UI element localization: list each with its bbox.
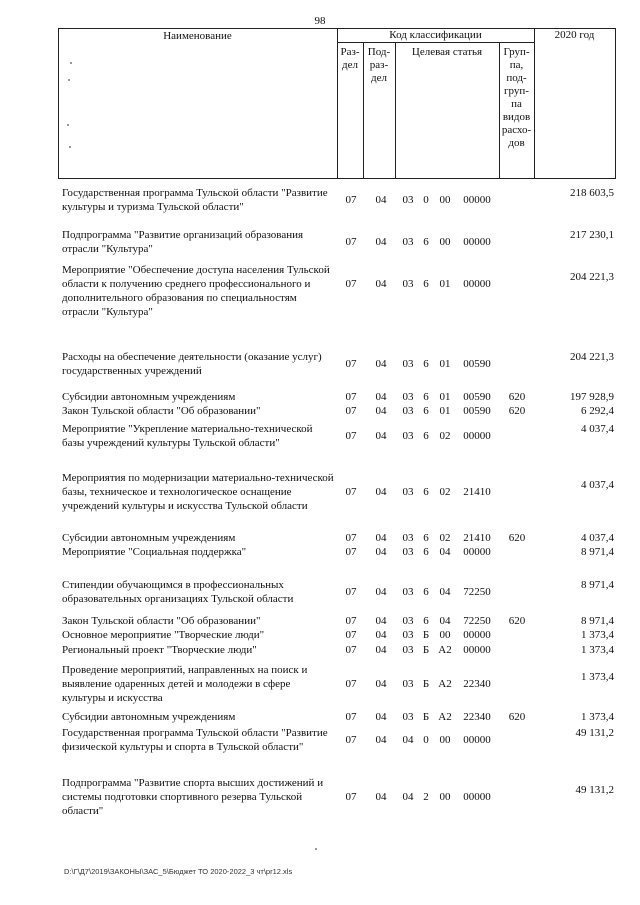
- scan-speck: [68, 79, 70, 81]
- row-target-subprogram: 6: [423, 236, 429, 248]
- row-subsection: 04: [375, 734, 387, 746]
- row-section: 07: [345, 358, 357, 370]
- row-amount: 218 603,5: [570, 187, 614, 199]
- row-expense-group: 620: [508, 615, 526, 627]
- row-target-program: 03: [402, 194, 414, 206]
- row-section: 07: [345, 546, 357, 558]
- row-target-subprogram: 6: [423, 405, 429, 417]
- row-section: 07: [345, 278, 357, 290]
- row-target-direction: 00000: [463, 278, 491, 290]
- row-target-direction: 00000: [463, 734, 491, 746]
- row-name: Основное мероприятие "Творческие люди": [62, 629, 265, 641]
- row-section: 07: [345, 615, 357, 627]
- row-section: 07: [345, 405, 357, 417]
- row-amount: 1 373,4: [581, 644, 614, 656]
- row-target-program: 03: [402, 678, 414, 690]
- row-target-subprogram: Б: [422, 678, 430, 690]
- row-name: Региональный проект "Творческие люди": [62, 644, 257, 656]
- row-target-event: 02: [439, 430, 451, 442]
- row-amount: 197 928,9: [570, 391, 614, 403]
- header-year: 2020 год: [554, 29, 595, 41]
- row-target-event: 00: [439, 194, 451, 206]
- row-section: 07: [345, 734, 357, 746]
- row-amount: 204 221,3: [570, 351, 614, 363]
- row-target-subprogram: 0: [423, 734, 429, 746]
- scan-speck: [69, 146, 71, 148]
- row-target-event: 01: [439, 405, 451, 417]
- row-target-program: 03: [402, 278, 414, 290]
- scan-speck: [67, 124, 69, 126]
- row-target-event: 00: [439, 734, 451, 746]
- row-amount: 8 971,4: [581, 546, 614, 558]
- header-group: Груп- па, под- груп- па видов расхо- дов: [501, 46, 532, 149]
- row-subsection: 04: [375, 791, 387, 803]
- row-name: Подпрограмма "Развитие спорта высших достижений и системы подготовки спортивного резерва Тульской области": [62, 777, 324, 817]
- row-amount: 1 373,4: [581, 711, 614, 723]
- row-target-event: А2: [438, 678, 452, 690]
- row-amount: 49 131,2: [575, 727, 614, 739]
- row-subsection: 04: [375, 358, 387, 370]
- row-expense-group: 620: [508, 711, 526, 723]
- header-target-article: Целевая статья: [411, 46, 483, 58]
- row-target-program: 03: [402, 546, 414, 558]
- row-name: Мероприятие "Обеспечение доступа населения Тульской области к получению среднего профессионального и дополнительного образования по специальностям отрасли "Культура": [62, 264, 330, 318]
- row-target-subprogram: 6: [423, 546, 429, 558]
- header-subsection: Под- раз- дел: [367, 46, 391, 84]
- row-name: Проведение мероприятий, направленных на поиск и выявление одаренных детей и молодежи в сфере культуры и искусства: [62, 664, 308, 704]
- row-name: Расходы на обеспечение деятельности (оказание услуг) государственных учреждений: [62, 351, 322, 377]
- row-amount: 4 037,4: [581, 479, 614, 491]
- row-subsection: 04: [375, 391, 387, 403]
- row-subsection: 04: [375, 278, 387, 290]
- row-target-subprogram: 6: [423, 532, 429, 544]
- row-subsection: 04: [375, 615, 387, 627]
- row-amount: 8 971,4: [581, 615, 614, 627]
- row-target-subprogram: 6: [423, 278, 429, 290]
- row-section: 07: [345, 629, 357, 641]
- header-name: Наименование: [163, 30, 232, 42]
- row-subsection: 04: [375, 236, 387, 248]
- row-target-direction: 00590: [463, 391, 491, 403]
- row-target-program: 03: [402, 236, 414, 248]
- row-amount: 1 373,4: [581, 629, 614, 641]
- row-amount: 204 221,3: [570, 271, 614, 283]
- row-target-event: 04: [439, 586, 451, 598]
- row-section: 07: [345, 644, 357, 656]
- row-target-direction: 00000: [463, 791, 491, 803]
- row-section: 07: [345, 791, 357, 803]
- row-target-direction: 00000: [463, 236, 491, 248]
- row-target-event: 01: [439, 278, 451, 290]
- row-section: 07: [345, 236, 357, 248]
- row-subsection: 04: [375, 711, 387, 723]
- row-target-program: 03: [402, 615, 414, 627]
- row-amount: 8 971,4: [581, 579, 614, 591]
- row-target-direction: 22340: [463, 711, 491, 723]
- header-section: Раз- дел: [340, 46, 360, 71]
- row-target-subprogram: 2: [423, 791, 429, 803]
- row-target-subprogram: 6: [423, 586, 429, 598]
- row-target-program: 03: [402, 644, 414, 656]
- row-section: 07: [345, 486, 357, 498]
- row-target-subprogram: 6: [423, 358, 429, 370]
- row-subsection: 04: [375, 678, 387, 690]
- row-target-event: 00: [439, 236, 451, 248]
- row-target-program: 03: [402, 586, 414, 598]
- row-subsection: 04: [375, 532, 387, 544]
- row-target-direction: 21410: [463, 532, 491, 544]
- row-target-subprogram: Б: [422, 629, 430, 641]
- row-name: Государственная программа Тульской области "Развитие культуры и туризма Тульской области": [62, 187, 328, 213]
- row-name: Мероприятие "Укрепление материально-технической базы учреждений культуры Тульской области": [62, 423, 313, 449]
- row-subsection: 04: [375, 629, 387, 641]
- row-subsection: 04: [375, 586, 387, 598]
- row-target-direction: 22340: [463, 678, 491, 690]
- row-name: Стипендии обучающимся в профессиональных образовательных организациях Тульской области: [62, 579, 294, 605]
- row-target-direction: 00590: [463, 358, 491, 370]
- row-amount: 4 037,4: [581, 532, 614, 544]
- row-name: Государственная программа Тульской области "Развитие физической культуры и спорта в Тульской области": [62, 727, 328, 753]
- row-target-program: 03: [402, 629, 414, 641]
- row-target-event: 02: [439, 532, 451, 544]
- row-section: 07: [345, 678, 357, 690]
- row-name: Закон Тульской области "Об образовании": [62, 615, 261, 627]
- row-target-event: 01: [439, 391, 451, 403]
- row-target-subprogram: 6: [423, 430, 429, 442]
- row-target-direction: 21410: [463, 486, 491, 498]
- row-target-program: 03: [402, 532, 414, 544]
- row-target-event: 01: [439, 358, 451, 370]
- row-target-event: 00: [439, 791, 451, 803]
- row-target-event: А2: [438, 644, 452, 656]
- row-subsection: 04: [375, 486, 387, 498]
- row-target-direction: 00000: [463, 194, 491, 206]
- scan-speck: [315, 848, 317, 850]
- row-amount: 6 292,4: [581, 405, 614, 417]
- row-target-subprogram: 0: [423, 194, 429, 206]
- row-section: 07: [345, 586, 357, 598]
- row-expense-group: 620: [508, 532, 526, 544]
- row-target-direction: 00590: [463, 405, 491, 417]
- row-subsection: 04: [375, 405, 387, 417]
- row-target-direction: 00000: [463, 644, 491, 656]
- row-section: 07: [345, 532, 357, 544]
- row-section: 07: [345, 391, 357, 403]
- row-target-event: 02: [439, 486, 451, 498]
- row-target-program: 03: [402, 486, 414, 498]
- row-target-subprogram: 6: [423, 615, 429, 627]
- row-amount: 1 373,4: [581, 671, 614, 683]
- row-expense-group: 620: [508, 405, 526, 417]
- row-name: Субсидии автономным учреждениям: [62, 532, 236, 544]
- row-name: Мероприятие "Социальная поддержка": [62, 546, 247, 558]
- row-subsection: 04: [375, 430, 387, 442]
- row-amount: 49 131,2: [575, 784, 614, 796]
- row-section: 07: [345, 194, 357, 206]
- row-target-program: 03: [402, 711, 414, 723]
- row-target-direction: 00000: [463, 430, 491, 442]
- row-section: 07: [345, 711, 357, 723]
- footer-path: D:\Г\Д7\2019\ЗАКОНЫ\ЗАС_5\Бюджет ТО 2020-2022_3 чт\pr12.xls: [64, 867, 293, 876]
- row-target-program: 03: [402, 405, 414, 417]
- row-target-program: 04: [402, 734, 414, 746]
- row-target-direction: 00000: [463, 629, 491, 641]
- row-target-program: 03: [402, 430, 414, 442]
- row-target-subprogram: Б: [422, 644, 430, 656]
- row-subsection: 04: [375, 194, 387, 206]
- row-section: 07: [345, 430, 357, 442]
- row-target-direction: 72250: [463, 615, 491, 627]
- header-classification-code: Код классификации: [389, 29, 482, 41]
- row-target-event: 04: [439, 546, 451, 558]
- row-name: Мероприятия по модернизации материально-технической базы, техническое и технологическое оснащение учреждений культуры и искусства Тульской области: [62, 472, 334, 512]
- row-expense-group: 620: [508, 391, 526, 403]
- row-name: Закон Тульской области "Об образовании": [62, 405, 261, 417]
- row-target-subprogram: 6: [423, 486, 429, 498]
- row-amount: 217 230,1: [570, 229, 614, 241]
- scan-speck: [70, 62, 72, 64]
- row-target-event: 04: [439, 615, 451, 627]
- row-target-event: А2: [438, 711, 452, 723]
- row-target-subprogram: Б: [422, 711, 430, 723]
- row-subsection: 04: [375, 644, 387, 656]
- table-header: [58, 28, 616, 178]
- row-target-direction: 00000: [463, 546, 491, 558]
- row-amount: 4 037,4: [581, 423, 614, 435]
- row-subsection: 04: [375, 546, 387, 558]
- row-target-program: 03: [402, 358, 414, 370]
- row-name: Субсидии автономным учреждениям: [62, 391, 236, 403]
- row-name: Субсидии автономным учреждениям: [62, 711, 236, 723]
- row-target-subprogram: 6: [423, 391, 429, 403]
- row-name: Подпрограмма "Развитие организаций образования отрасли "Культура": [62, 229, 304, 255]
- row-target-event: 00: [439, 629, 451, 641]
- row-target-direction: 72250: [463, 586, 491, 598]
- page-number: 98: [314, 15, 326, 27]
- row-target-program: 04: [402, 791, 414, 803]
- row-target-program: 03: [402, 391, 414, 403]
